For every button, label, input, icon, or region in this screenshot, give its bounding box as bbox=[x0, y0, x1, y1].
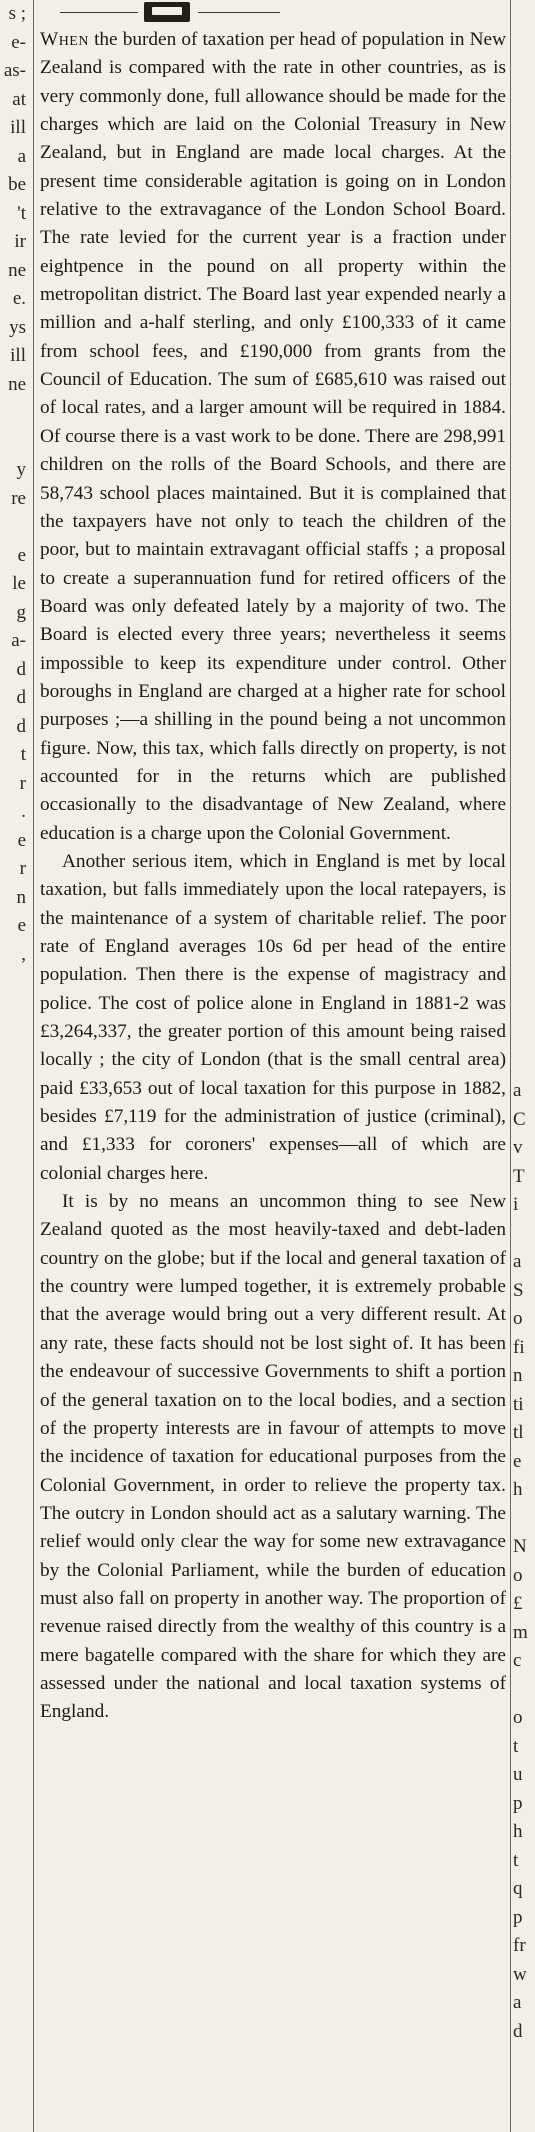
column-rule-right bbox=[510, 0, 511, 2132]
left-column-fragment: s ; e- as- at ill a be 't ir ne e. ys ill ne y re e le g a- d d d t r . e r n e , bbox=[3, 3, 26, 965]
opening-word: When bbox=[40, 29, 89, 50]
article-paragraph-3: It is by no means an uncommon thing to see New Zealand quoted as the most heavily-taxed and debt-laden country on the globe; but if the local and general taxation of the country were lumped together, it is extremely probable that the average would bring out a very different result. At any rate, these facts should not be lost sight of. It has been the endeavour of successive Governments to shift a portion of the general taxation on to the local bodies, and a section of the property interests are in favour of attempts to move the incidence of taxation for educational purposes from the Colonial Government, in order to relieve the property tax. The outcry in London should act as a salutary warning. The relief would only clear the way for some new extravagance by the Colonial Parliament, while the burden of education must also fall on property in another way. The proportion of revenue raised directly from the wealthy of this country is a mere bagatelle compared with the share for which they are assessed under the national and local taxation systems of England. bbox=[40, 1191, 506, 1723]
article-paragraph-1 bbox=[40, 26, 506, 848]
column-rule-left bbox=[33, 0, 34, 2132]
top-rule-left bbox=[60, 12, 138, 13]
ornament-icon bbox=[144, 2, 190, 22]
paragraph-1-text: the burden of taxation per head of population in New Zealand is compared with the rate in other countries, as is very commonly done, full allowance should be made for the charges which are laid on the Colonial Treasury in New Zealand, but in England are made local charges. At the present time considerable agitation is going on in London relative to the extravagance of the London School Board. The rate levied for the current year is a fraction under eightpence in the pound on all property within the metropolitan district. The Board last year expended nearly a million and a-half sterling, and only £100,333 of it came from school fees, and £190,000 from grants from the Council of Education. The sum of £685,610 was raised out of local rates, and a larger amount will be required in 1884. Of course there is a vast work to be done. There are 298,991 children on the rolls of the Board Schools, and there are 58,743 school places maintained. But it is complained that the taxpayers have not only to teach the children of the poor, but to maintain extravagant official staffs ; a proposal to create a superannuation fund for retired officers of the Board was only defeated lately by a majority of two. The Board is elected every three years; nevertheless it seems impossible to keep its expenditure under control. Other boroughs in England are charged at a higher rate for school purposes ;—a shilling in the pound being a not uncommon figure. Now, this tax, which falls directly on property, is not accounted for in the returns which are published occasionally to the disadvantage of New Zealand, where education is a charge upon the Colonial Government. bbox=[40, 29, 506, 844]
article-body bbox=[40, 26, 506, 1727]
right-column-fragment: a C v T i a S o fi n ti tl e h N o £ m c o t u p h t q p fr w a d bbox=[513, 1080, 528, 2042]
top-rule-right bbox=[198, 12, 280, 13]
article-paragraph-2: Another serious item, which in England is met by local taxation, but falls immediately upon the local ratepayers, is the maintenance of a system of charitable relief. The poor rate of England averages 10s 6d per head of the entire population. Then there is the expense of magistracy and police. The cost of police alone in England in 1881-2 was £3,264,337, the greater portion of this amount being raised locally ; the city of London (that is the small central area) paid £33,653 out of local taxation for this purpose in 1882, besides £7,119 for the administration of justice (criminal), and £1,333 for coroners' expenses—all of which are colonial charges here. bbox=[40, 850, 506, 1184]
